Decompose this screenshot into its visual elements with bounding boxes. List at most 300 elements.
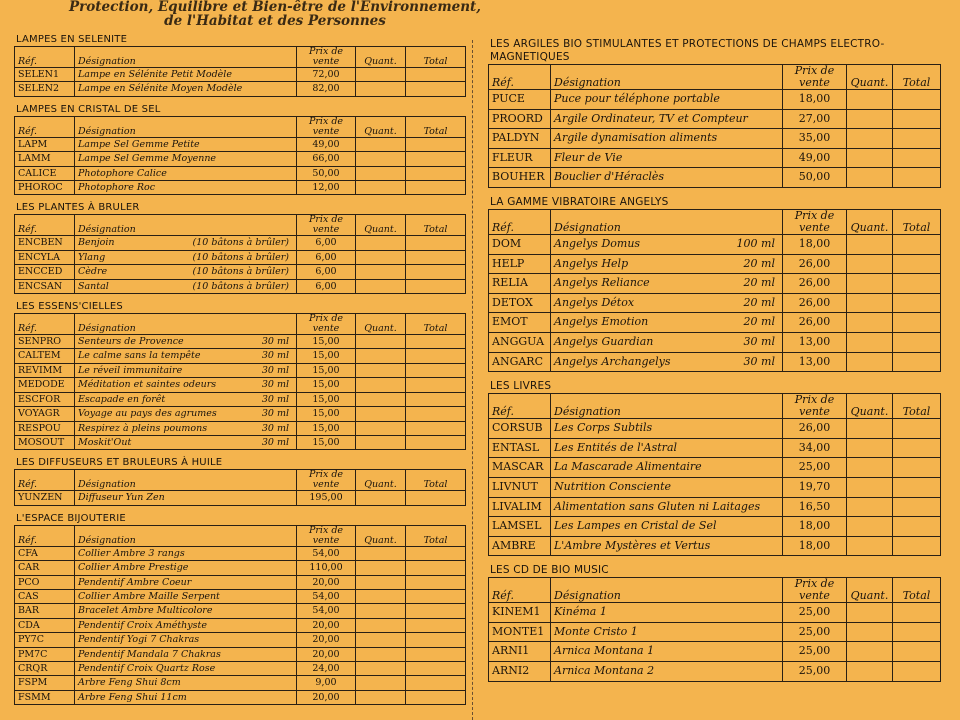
cell-total[interactable]: [406, 604, 466, 618]
cell-designation-text: Collier Ambre Prestige: [78, 562, 189, 574]
cell-total[interactable]: [406, 250, 466, 264]
cell-quantity[interactable]: [847, 332, 893, 352]
header-price-line-2: vente: [312, 534, 340, 546]
header-total: Total: [406, 215, 466, 236]
cell-designation: [75, 618, 297, 632]
header-price-line-1: Prix de: [308, 313, 344, 325]
header-designation: Désignation: [551, 578, 783, 603]
table-row: [15, 647, 466, 661]
table-row: [15, 604, 466, 618]
cell-quantity[interactable]: [847, 662, 893, 682]
cell-price: 20,00: [297, 633, 356, 647]
cell-quantity[interactable]: [847, 274, 893, 294]
header-designation: Désignation: [551, 394, 783, 419]
cell-designation: [75, 236, 297, 250]
cell-total[interactable]: [893, 274, 941, 294]
header-designation: Désignation: [75, 116, 297, 137]
cell-designation-text: Benjoin: [78, 237, 115, 249]
cell-designation-text: Les Corps Subtils: [554, 421, 653, 435]
cell-price: 9,00: [297, 676, 356, 690]
cell-note: (10 bâtons à brûler): [192, 251, 289, 263]
header-price-line-1: Prix de: [308, 46, 344, 57]
cell-price: 50,00: [297, 166, 356, 180]
header-price: [297, 47, 356, 68]
cell-designation-text: Argile Ordinateur, TV et Compteur: [554, 111, 748, 125]
price-table: [14, 214, 466, 294]
cell-total[interactable]: [406, 661, 466, 675]
header-designation: Désignation: [551, 65, 783, 90]
header-price: [297, 525, 356, 546]
cell-quantity[interactable]: [356, 392, 406, 406]
cell-designation: [75, 575, 297, 589]
section-title: LES PLANTES À BRULER: [16, 202, 140, 214]
header-price-line-1: Prix de: [308, 214, 344, 226]
cell-quantity[interactable]: [356, 378, 406, 392]
cell-price: 50,00: [783, 168, 847, 188]
cell-note: 30 ml: [261, 436, 289, 448]
cell-price: 25,00: [783, 622, 847, 642]
section-left-0: [14, 34, 465, 97]
cell-total[interactable]: [893, 419, 941, 439]
header-price: [783, 65, 847, 90]
header-line-2: de l'Habitat et des Personnes: [164, 13, 386, 29]
cell-quantity[interactable]: [356, 137, 406, 151]
cell-ref: AMBRE: [489, 536, 551, 556]
cell-note: 30 ml: [743, 334, 775, 348]
table-row: [489, 90, 941, 110]
table-row: [489, 517, 941, 537]
cell-total[interactable]: [406, 68, 466, 82]
cell-designation: [75, 561, 297, 575]
cell-designation-text: Lampe Sel Gemme Petite: [78, 138, 200, 150]
table-row: [15, 349, 466, 363]
table-header-row: [15, 314, 466, 335]
table-header-row: [15, 470, 466, 491]
cell-designation-text: Angelys Reliance: [554, 276, 650, 290]
cell-total[interactable]: [893, 234, 941, 254]
cell-price: 25,00: [783, 662, 847, 682]
cell-price: 25,00: [783, 642, 847, 662]
cell-price: 54,00: [297, 589, 356, 603]
cell-total[interactable]: [406, 561, 466, 575]
cell-quantity[interactable]: [847, 234, 893, 254]
header-price: [783, 394, 847, 419]
cell-total[interactable]: [406, 392, 466, 406]
cell-total[interactable]: [406, 647, 466, 661]
cell-quantity[interactable]: [356, 250, 406, 264]
cell-total[interactable]: [406, 690, 466, 704]
cell-designation: [75, 407, 297, 421]
cell-price: 195,00: [297, 491, 356, 505]
table-row: [15, 152, 466, 166]
cell-total[interactable]: [406, 236, 466, 250]
cell-quantity[interactable]: [356, 647, 406, 661]
section-gap: [14, 97, 465, 104]
header-ref: Réf.: [489, 209, 551, 234]
cell-total[interactable]: [406, 546, 466, 560]
section-left-4: [14, 457, 465, 505]
cell-ref: CORSUB: [489, 419, 551, 439]
cell-total[interactable]: [893, 662, 941, 682]
section-gap: [14, 506, 465, 513]
page-header: [40, 0, 510, 28]
cell-designation-text: Ylang: [78, 251, 106, 263]
cell-note: 30 ml: [261, 350, 289, 362]
cell-total[interactable]: [406, 575, 466, 589]
cell-total[interactable]: [406, 618, 466, 632]
cell-ref: PY7C: [15, 633, 75, 647]
cell-quantity[interactable]: [847, 168, 893, 188]
cell-quantity[interactable]: [847, 477, 893, 497]
cell-designation: [75, 68, 297, 82]
cell-quantity[interactable]: [356, 152, 406, 166]
cell-price: 15,00: [297, 378, 356, 392]
cell-designation-text: La Mascarade Alimentaire: [554, 460, 702, 474]
cell-designation-text: Arnica Montana 2: [554, 664, 655, 678]
cell-price: 13,00: [783, 332, 847, 352]
cell-ref: VOYAGR: [15, 407, 75, 421]
cell-designation-text: Angelys Emotion: [554, 315, 649, 329]
cell-total[interactable]: [893, 332, 941, 352]
cell-designation-text: Argile dynamisation aliments: [554, 131, 718, 145]
cell-ref: PM7C: [15, 647, 75, 661]
cell-total[interactable]: [406, 378, 466, 392]
cell-price: 6,00: [297, 279, 356, 293]
cell-total[interactable]: [406, 265, 466, 279]
cell-quantity[interactable]: [847, 90, 893, 110]
cell-designation: [551, 313, 783, 333]
cell-total[interactable]: [893, 352, 941, 372]
cell-designation: [75, 392, 297, 406]
header-price: [297, 116, 356, 137]
table-row: [15, 618, 466, 632]
table-row: [489, 293, 941, 313]
cell-price: 15,00: [297, 335, 356, 349]
cell-ref: KINEM1: [489, 603, 551, 623]
cell-quantity[interactable]: [847, 419, 893, 439]
header-designation: Désignation: [75, 314, 297, 335]
cell-price: 26,00: [783, 274, 847, 294]
header-ref: Réf.: [15, 215, 75, 236]
cell-price: 72,00: [297, 68, 356, 82]
section-gap: [488, 188, 940, 196]
cell-total[interactable]: [893, 168, 941, 188]
cell-designation: [75, 152, 297, 166]
cell-quantity[interactable]: [356, 435, 406, 449]
cell-total[interactable]: [893, 148, 941, 168]
cell-total[interactable]: [893, 313, 941, 333]
cell-quantity[interactable]: [847, 642, 893, 662]
cell-note: 30 ml: [261, 408, 289, 420]
cell-designation: [551, 332, 783, 352]
table-row: [15, 491, 466, 505]
header-price: [297, 470, 356, 491]
section-gap: [488, 556, 940, 564]
cell-quantity[interactable]: [847, 536, 893, 556]
cell-quantity[interactable]: [847, 622, 893, 642]
cell-designation: [551, 274, 783, 294]
cell-total[interactable]: [406, 349, 466, 363]
cell-designation-text: Diffuseur Yun Zen: [78, 492, 165, 504]
price-table: [488, 64, 941, 188]
cell-ref: REVIMM: [15, 363, 75, 377]
cell-price: 110,00: [297, 561, 356, 575]
cell-ref: CAR: [15, 561, 75, 575]
cell-quantity[interactable]: [847, 497, 893, 517]
cell-ref: MEDODE: [15, 378, 75, 392]
cell-total[interactable]: [406, 335, 466, 349]
cell-quantity[interactable]: [847, 109, 893, 129]
cell-ref: ESCFOR: [15, 392, 75, 406]
cell-quantity[interactable]: [356, 349, 406, 363]
cell-price: 6,00: [297, 250, 356, 264]
table-row: [15, 181, 466, 195]
cell-designation: [551, 517, 783, 537]
header-designation: Désignation: [75, 470, 297, 491]
header-price-line-1: Prix de: [308, 469, 344, 481]
header-price-line-2: vente: [799, 76, 830, 89]
cell-quantity[interactable]: [847, 129, 893, 149]
cell-designation: [75, 647, 297, 661]
cell-designation-text: Photophore Calice: [78, 167, 167, 179]
cell-quantity[interactable]: [356, 407, 406, 421]
cell-total[interactable]: [893, 458, 941, 478]
cell-price: 27,00: [783, 109, 847, 129]
cell-ref: MONTE1: [489, 622, 551, 642]
cell-total[interactable]: [893, 129, 941, 149]
table-header-row: [15, 47, 466, 68]
price-table: [14, 313, 466, 450]
cell-quantity[interactable]: [356, 421, 406, 435]
table-row: [15, 363, 466, 377]
cell-total[interactable]: [406, 676, 466, 690]
cell-ref: CDA: [15, 618, 75, 632]
price-table: [14, 525, 466, 705]
cell-ref: FSPM: [15, 676, 75, 690]
cell-ref: CAS: [15, 589, 75, 603]
table-row: [489, 148, 941, 168]
cell-quantity[interactable]: [356, 335, 406, 349]
cell-ref: BAR: [15, 604, 75, 618]
cell-price: 16,50: [783, 497, 847, 517]
header-price-line-2: vente: [799, 589, 830, 603]
cell-total[interactable]: [893, 622, 941, 642]
header-price: [783, 578, 847, 603]
cell-quantity[interactable]: [356, 575, 406, 589]
cell-total[interactable]: [893, 517, 941, 537]
cell-note: (10 bâtons à brûler): [192, 280, 289, 292]
cell-ref: RELIA: [489, 274, 551, 294]
cell-total[interactable]: [406, 166, 466, 180]
cell-quantity[interactable]: [356, 68, 406, 82]
cell-total[interactable]: [893, 109, 941, 129]
price-table: [488, 393, 941, 556]
cell-quantity[interactable]: [356, 363, 406, 377]
cell-designation-text: Cèdre: [78, 266, 108, 278]
header-quantity: Quant.: [356, 47, 406, 68]
cell-ref: ARNI2: [489, 662, 551, 682]
cell-ref: CFA: [15, 546, 75, 560]
cell-total[interactable]: [893, 254, 941, 274]
cell-quantity[interactable]: [847, 313, 893, 333]
cell-note: 20 ml: [743, 315, 775, 329]
cell-designation-text: Nutrition Consciente: [554, 479, 672, 493]
cell-total[interactable]: [893, 90, 941, 110]
cell-quantity[interactable]: [356, 82, 406, 96]
cell-total[interactable]: [406, 279, 466, 293]
left-column: [14, 34, 465, 705]
cell-quantity[interactable]: [847, 148, 893, 168]
cell-price: 15,00: [297, 435, 356, 449]
cell-total[interactable]: [893, 293, 941, 313]
cell-quantity[interactable]: [356, 561, 406, 575]
table-row: [489, 438, 941, 458]
cell-total[interactable]: [406, 407, 466, 421]
cell-designation-text: Les Lampes en Cristal de Sel: [554, 519, 717, 533]
cell-designation-text: Senteurs de Provence: [78, 336, 184, 348]
cell-quantity[interactable]: [356, 166, 406, 180]
cell-quantity[interactable]: [356, 690, 406, 704]
cell-ref: ANGGUA: [489, 332, 551, 352]
cell-ref: PALDYN: [489, 129, 551, 149]
table-row: [15, 335, 466, 349]
cell-total[interactable]: [893, 497, 941, 517]
cell-designation: [75, 676, 297, 690]
cell-designation: [551, 477, 783, 497]
cell-ref: LAPM: [15, 137, 75, 151]
cell-ref: FLEUR: [489, 148, 551, 168]
cell-quantity[interactable]: [847, 438, 893, 458]
cell-quantity[interactable]: [356, 589, 406, 603]
right-column: [488, 38, 940, 682]
section-left-2: [14, 202, 465, 294]
cell-total[interactable]: [406, 633, 466, 647]
cell-quantity[interactable]: [356, 661, 406, 675]
cell-price: 18,00: [783, 536, 847, 556]
cell-quantity[interactable]: [356, 279, 406, 293]
header-designation: Désignation: [75, 525, 297, 546]
column-divider: [472, 40, 474, 720]
section-right-3: [488, 564, 940, 681]
cell-price: 24,00: [297, 661, 356, 675]
table-header-row: [489, 394, 941, 419]
section-left-5: [14, 513, 465, 705]
cell-designation: [75, 166, 297, 180]
table-header-row: [15, 116, 466, 137]
cell-total[interactable]: [406, 363, 466, 377]
cell-note: 20 ml: [743, 256, 775, 270]
section-right-0: [488, 38, 940, 188]
section-right-2: [488, 380, 940, 556]
header-price-line-2: vente: [312, 323, 340, 335]
cell-total[interactable]: [893, 603, 941, 623]
header-total: Total: [893, 578, 941, 603]
cell-designation-text: Pendentif Ambre Coeur: [78, 576, 192, 588]
header-price-line-2: vente: [312, 56, 340, 67]
cell-quantity[interactable]: [356, 265, 406, 279]
cell-quantity[interactable]: [847, 603, 893, 623]
cell-total[interactable]: [893, 536, 941, 556]
cell-price: 15,00: [297, 407, 356, 421]
cell-quantity[interactable]: [356, 676, 406, 690]
cell-ref: LAMSEL: [489, 517, 551, 537]
header-ref: Réf.: [15, 314, 75, 335]
table-row: [15, 661, 466, 675]
cell-total[interactable]: [406, 137, 466, 151]
header-total: Total: [406, 47, 466, 68]
table-row: [15, 690, 466, 704]
cell-quantity[interactable]: [847, 293, 893, 313]
cell-quantity[interactable]: [356, 181, 406, 195]
cell-total[interactable]: [893, 438, 941, 458]
cell-total[interactable]: [406, 152, 466, 166]
cell-designation-text: Monte Cristo 1: [554, 624, 638, 638]
header-total: Total: [893, 65, 941, 90]
cell-total[interactable]: [406, 181, 466, 195]
header-price-line-1: Prix de: [308, 116, 344, 127]
cell-total[interactable]: [406, 435, 466, 449]
header-quantity: Quant.: [847, 394, 893, 419]
cell-designation-text: Angelys Help: [554, 256, 629, 270]
cell-total[interactable]: [893, 642, 941, 662]
cell-quantity[interactable]: [356, 546, 406, 560]
cell-price: 26,00: [783, 313, 847, 333]
cell-note: (10 bâtons à brûler): [192, 237, 289, 249]
cell-designation-text: Arbre Feng Shui 8cm: [78, 677, 181, 689]
table-row: [489, 168, 941, 188]
cell-quantity[interactable]: [356, 491, 406, 505]
cell-ref: SENPRO: [15, 335, 75, 349]
header-designation: Désignation: [75, 215, 297, 236]
header-quantity: Quant.: [356, 116, 406, 137]
cell-note: 30 ml: [261, 379, 289, 391]
header-ref: Réf.: [489, 578, 551, 603]
cell-price: 34,00: [783, 438, 847, 458]
cell-quantity[interactable]: [847, 458, 893, 478]
cell-designation-text: Pendentif Yogi 7 Chakras: [78, 634, 200, 646]
cell-quantity[interactable]: [356, 604, 406, 618]
cell-total[interactable]: [406, 589, 466, 603]
cell-quantity[interactable]: [847, 352, 893, 372]
cell-quantity[interactable]: [356, 236, 406, 250]
cell-ref: MASCAR: [489, 458, 551, 478]
cell-designation-text: Angelys Archangelys: [554, 354, 671, 368]
header-price-line-1: Prix de: [794, 577, 835, 591]
header-price-line-2: vente: [799, 405, 830, 419]
cell-designation: [75, 363, 297, 377]
cell-total[interactable]: [406, 491, 466, 505]
cell-total[interactable]: [406, 82, 466, 96]
cell-price: 54,00: [297, 604, 356, 618]
header-price-line-1: Prix de: [794, 393, 835, 407]
price-table: [488, 577, 941, 681]
cell-quantity[interactable]: [847, 254, 893, 274]
cell-price: 25,00: [783, 458, 847, 478]
cell-quantity[interactable]: [356, 633, 406, 647]
cell-total[interactable]: [406, 421, 466, 435]
cell-quantity[interactable]: [847, 517, 893, 537]
cell-designation: [551, 438, 783, 458]
cell-quantity[interactable]: [356, 618, 406, 632]
table-row: [489, 662, 941, 682]
table-row: [489, 254, 941, 274]
cell-designation: [551, 254, 783, 274]
cell-total[interactable]: [893, 477, 941, 497]
cell-designation: [75, 421, 297, 435]
table-row: [15, 378, 466, 392]
cell-ref: CRQR: [15, 661, 75, 675]
cell-price: 19,70: [783, 477, 847, 497]
